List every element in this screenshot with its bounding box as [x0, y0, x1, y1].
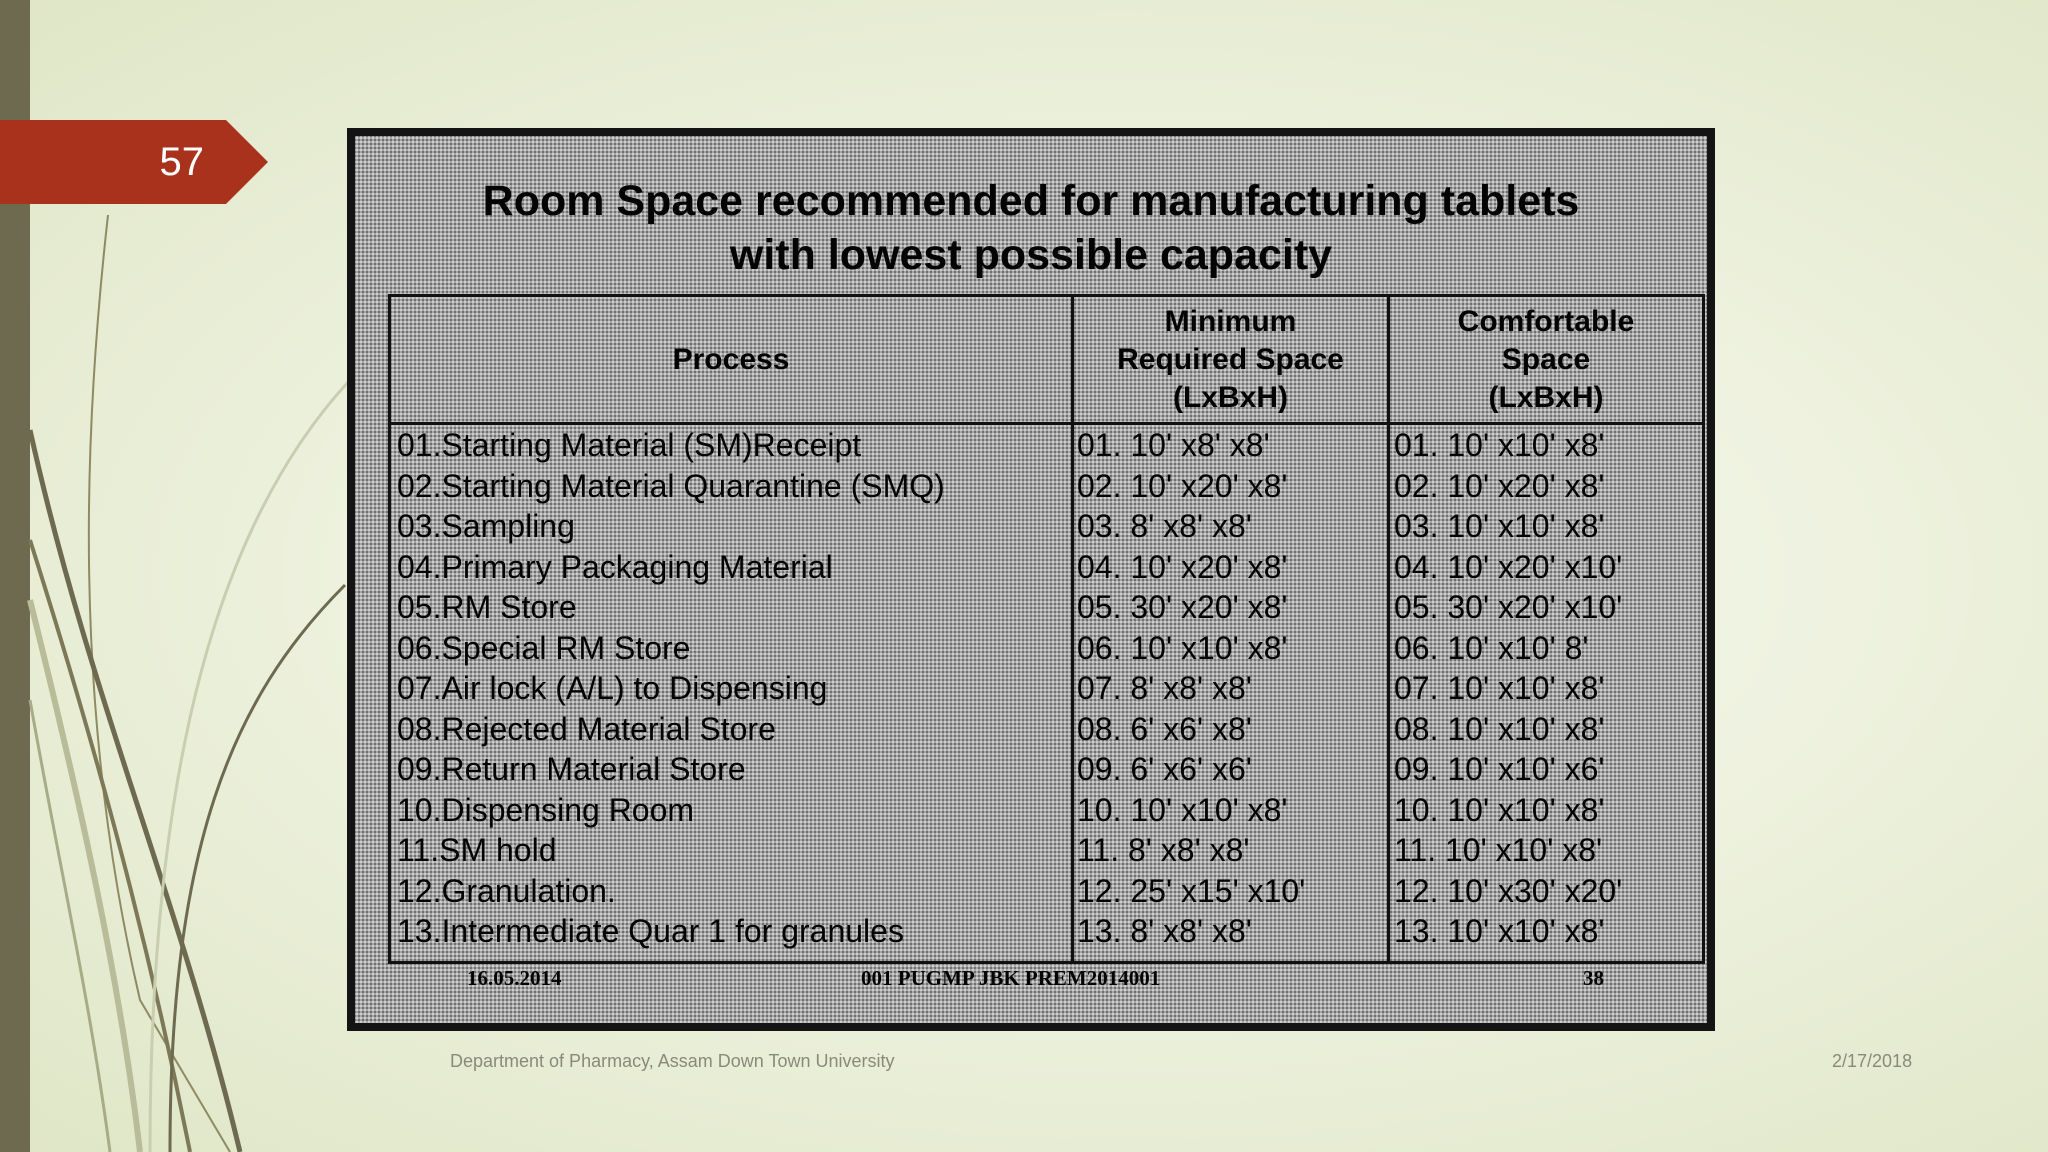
cell-comfortable: 02. 10' x20' x8'	[1394, 467, 1605, 504]
table-row	[391, 709, 1702, 750]
scanned-table-image	[347, 128, 1715, 1031]
table-row	[391, 506, 1702, 547]
scanned-table-surface	[355, 136, 1707, 1023]
header-minimum-line: Required Space	[1117, 342, 1344, 376]
header-process-label: Process	[672, 342, 790, 376]
cell-process: 02.Starting Material Quarantine (SMQ)	[397, 467, 945, 504]
cell-minimum: 03. 8' x8' x8'	[1077, 508, 1252, 544]
cell-process: 06.Special RM Store	[397, 629, 691, 666]
scan-title-line-2: with lowest possible capacity	[729, 231, 1333, 279]
cell-comfortable: 07. 10' x10' x8'	[1394, 670, 1605, 706]
cell-comfortable: 11. 10' x10' x8'	[1394, 832, 1603, 868]
slide-number-badge	[0, 120, 268, 204]
header-minimum-line: (LxBxH)	[1172, 380, 1288, 414]
header-comfortable-line: (LxBxH)	[1488, 380, 1604, 414]
table-row	[391, 587, 1702, 628]
table-row	[391, 547, 1702, 588]
table-body	[391, 425, 1702, 952]
table-row	[391, 668, 1702, 709]
header-comfortable-line: Comfortable	[1457, 304, 1635, 338]
scan-footer-code: 001 PUGMP JBK PREM2014001	[861, 966, 1161, 990]
cell-process: 01.Starting Material (SM)Receipt	[397, 427, 862, 463]
table-row	[391, 911, 1702, 952]
slide-footer-text: Department of Pharmacy, Assam Down Town University	[450, 1051, 895, 1071]
slide-number: 57	[159, 140, 204, 184]
cell-minimum: 12. 25' x15' x10'	[1077, 872, 1306, 909]
cell-minimum: 07. 8' x8' x8'	[1077, 670, 1252, 706]
table-row	[391, 830, 1702, 871]
cell-minimum: 13. 8' x8' x8'	[1077, 913, 1252, 949]
cell-process: 03.Sampling	[397, 508, 575, 544]
table-row	[391, 871, 1702, 912]
table-row	[391, 628, 1702, 669]
cell-comfortable: 04. 10' x20' x10'	[1394, 548, 1623, 585]
cell-minimum: 10. 10' x10' x8'	[1077, 791, 1288, 828]
cell-comfortable: 05. 30' x20' x10'	[1394, 589, 1623, 625]
header-comfortable-line: Space	[1501, 342, 1591, 376]
cell-minimum: 05. 30' x20' x8'	[1077, 589, 1288, 625]
scan-footer	[355, 966, 1707, 996]
slide-footer-date: 2/17/2018	[1832, 1051, 1913, 1071]
table-row	[391, 790, 1702, 831]
cell-comfortable: 03. 10' x10' x8'	[1394, 508, 1605, 544]
cell-process: 12.Granulation.	[397, 872, 616, 909]
scan-footer-date: 16.05.2014	[467, 966, 562, 990]
cell-minimum: 11. 8' x8' x8'	[1077, 832, 1250, 868]
header-comfortable	[1390, 297, 1702, 422]
table-header	[391, 297, 1702, 425]
cell-minimum: 01. 10' x8' x8'	[1077, 427, 1270, 463]
cell-minimum: 06. 10' x10' x8'	[1077, 629, 1288, 666]
cell-minimum: 04. 10' x20' x8'	[1077, 548, 1288, 585]
cell-process: 05.RM Store	[397, 589, 577, 625]
room-space-table	[388, 294, 1705, 964]
cell-process: 04.Primary Packaging Material	[397, 548, 833, 585]
cell-minimum: 08. 6' x6' x8'	[1077, 710, 1252, 747]
cell-comfortable: 13. 10' x10' x8'	[1394, 913, 1605, 949]
cell-comfortable: 01. 10' x10' x8'	[1394, 427, 1605, 463]
scan-title-line-1: Room Space recommended for manufacturing tablets	[482, 177, 1580, 225]
cell-process: 09.Return Material Store	[397, 751, 746, 787]
cell-process: 08.Rejected Material Store	[397, 710, 776, 747]
cell-minimum: 02. 10' x20' x8'	[1077, 467, 1288, 504]
cell-comfortable: 10. 10' x10' x8'	[1394, 791, 1605, 828]
cell-process: 11.SM hold	[397, 832, 557, 868]
table-row	[391, 425, 1702, 466]
scan-title	[355, 174, 1707, 282]
scan-footer-page: 38	[1583, 966, 1604, 990]
header-minimum	[1074, 297, 1387, 422]
cell-comfortable: 08. 10' x10' x8'	[1394, 710, 1605, 747]
cell-comfortable: 12. 10' x30' x20'	[1394, 872, 1623, 909]
table-row	[391, 749, 1702, 790]
cell-comfortable: 09. 10' x10' x6'	[1394, 751, 1605, 787]
cell-comfortable: 06. 10' x10' 8'	[1394, 629, 1589, 666]
table-row	[391, 466, 1702, 507]
cell-process: 07.Air lock (A/L) to Dispensing	[397, 670, 828, 706]
header-process	[391, 297, 1071, 422]
cell-process: 13.Intermediate Quar 1 for granules	[397, 913, 904, 949]
cell-process: 10.Dispensing Room	[397, 791, 695, 828]
header-minimum-line: Minimum	[1164, 304, 1297, 338]
cell-minimum: 09. 6' x6' x6'	[1077, 751, 1252, 787]
